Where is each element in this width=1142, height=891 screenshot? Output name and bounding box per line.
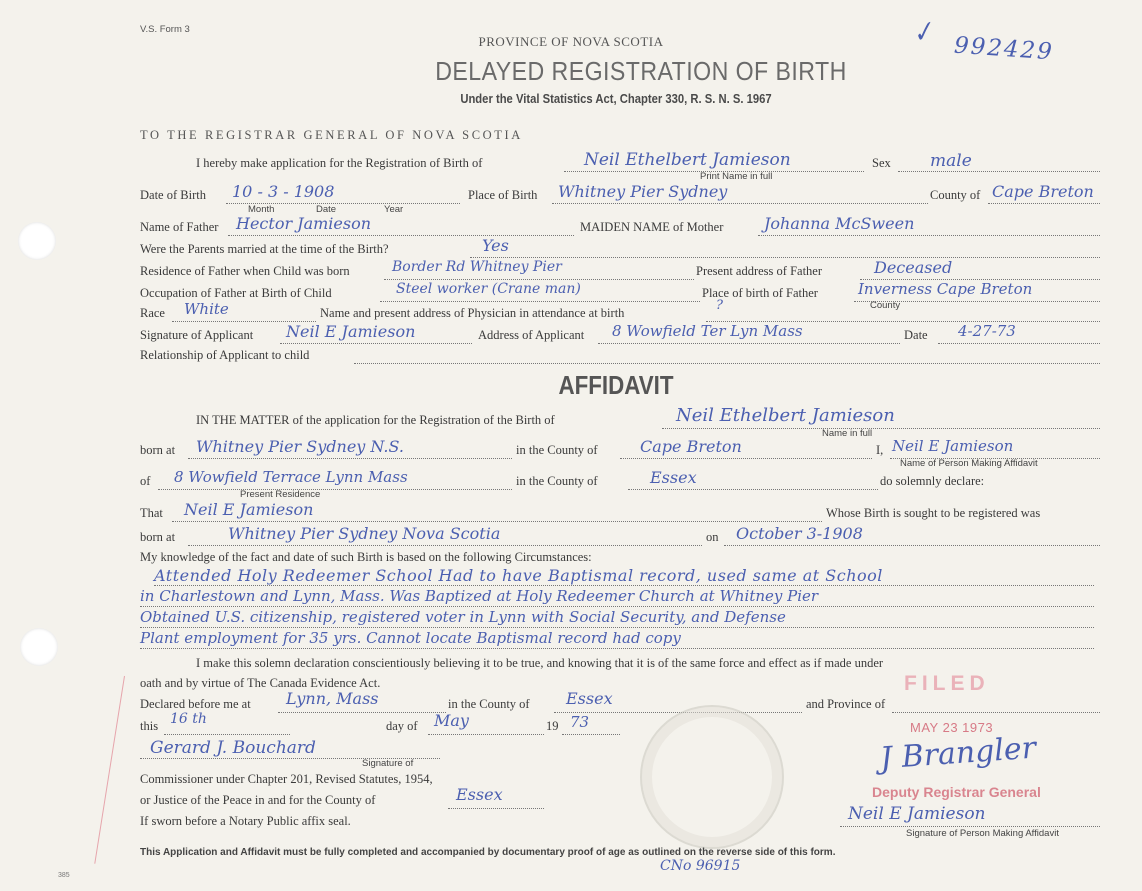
declaration-line-2: oath and by virtue of The Canada Evidence Act. [140, 676, 381, 690]
declared-month-value: May [434, 711, 469, 730]
applicant-address: 8 Wowfield Ter Lyn Mass [612, 322, 803, 340]
subtitle: Under the Vital Statistics Act, Chapter 330, R. S. N. S. 1967 [460, 92, 772, 106]
circumstance-line: in Charlestown and Lynn, Mass. Was Baptized at Holy Redeemer Church at Whitney Pier [140, 587, 1094, 607]
knowledge-label: My knowledge of the fact and date of such Birth is based on the following Circumstances: [140, 550, 592, 564]
affidavit-birth-date: October 3-1908 [736, 524, 863, 543]
addressee: TO THE REGISTRAR GENERAL OF NOVA SCOTIA [140, 128, 523, 142]
declared-place-value: Lynn, Mass [286, 689, 379, 708]
affidavit-maker-signature: Neil E Jamieson [848, 804, 986, 824]
footer-note: This Application and Affidavit must be fully completed and accompanied by documentary proof of age as outlined on the reverse side of this form. [140, 847, 836, 858]
birth-registration-form: V.S. Form 3 PROVINCE OF NOVA SCOTIA DELAYED REGISTRATION OF BIRTH Under the Vital Statistics Act, Chapter 330, R. S. N. S. 1967 ✓ 992429 TO THE REGISTRAR GENERAL OF NOVA SCOTIA I hereby make application for the Registration of Birth of Neil Ethelbert Jamieson Print Name in full Sex male Date of Birth 10 - 3 - 1908 Month Date Year Place of Birth Whitney Pier Sydney County of Cape Breton Name of Father Hector Jamieson MAIDEN NAME of Mother Johanna McSween Were the Parents married at the time of the Birth? Yes Residence of Father when Child was born Border Rd Whitney Pier Present address of Father Deceased Occupation of Father at Birth of Child Steel worker (Crane man) Place of birth of Father Inverness Cape Breton County Race White Name and present address of Physician in attendance at birth ? Signature of Applicant Neil E Jamieson Address of Applicant 8 Wowfield Ter Lyn Mass Date 4-27-73 Relationship of Applicant to child AFFIDAVIT IN THE MATTER of the application for the Registration of the Birth of Neil Ethelbert Jamieson Name in full born at Whitney Pier Sydney N.S. in the County of Cape Breton I, Neil E Jamieson Name of Person Making Affidavit of 8 Wowfield Terrace Lynn Mass Present Residence in the County of Essex do solemnly declare: That Neil E Jamieson Whose Birth is sought to be registered was born at Whitney Pier Sydney Nova Scotia on October 3-1908 My knowledge of the fact and date of such Birth is based on the following Circumstances: Attended Holy Redeemer School Had to have Baptismal record, used same at School in Charlestown and Lynn, Mass. Was Baptized at Holy Redeemer Church at Whitney Pier Obtained U.S. citizenship, registered voter in Lynn with Social Security, and Defense Plant employment for 35 yrs. Cannot locate Baptismal record had copy I make this solemn declaration conscientiously believing it to be true, and knowing that it is of the same force and effect as if made under oath and by virtue of The Canada Evidence Act. Declared before me at Lynn, Mass in the County of Essex and Province of this 16 th day of May 19 73 Gerard J. Bouchard Signature of Commissioner under Chapter 201, Revised Statutes, 1954, or Justice of the Peace in and for the County of Essex If sworn before a Notary Public affix seal. FILED MAY 23 1973 J Brangler Deputy Registrar General Neil E Jamieson Signature of Person Making Affidavit This Application and Affidavit must be fully completed and accompanied by documentary proof of age as outlined on the reverse side of this form. CNo 96915 385 [0, 0, 1142, 891]
page-title: DELAYED REGISTRATION OF BIRTH [435, 56, 847, 86]
declared-year-value: 73 [570, 713, 590, 731]
circumstance-line: Plant employment for 35 yrs. Cannot locate Baptismal record had copy [140, 629, 1094, 649]
registrar-signature: J Brangler [878, 730, 1038, 777]
reference-number: CNo 96915 [660, 858, 741, 874]
father-name-value: Hector Jamieson [236, 214, 372, 233]
print-code: 385 [58, 872, 70, 879]
mother-name-value: Johanna McSween [764, 214, 915, 233]
declared-county-value: Essex [566, 689, 613, 708]
father-birthplace-value: Inverness Cape Breton [858, 280, 1033, 298]
physician-value: ? [716, 298, 723, 313]
affidavit-residence-value: 8 Wowfield Terrace Lynn Mass [174, 468, 408, 486]
race-value: White [184, 300, 229, 318]
sex-value: male [930, 151, 972, 171]
form-code: V.S. Form 3 [140, 24, 190, 35]
commissioner-signature: Gerard J. Bouchard [150, 738, 316, 758]
punch-hole-top [18, 222, 56, 260]
punch-hole-bottom [20, 628, 58, 666]
declared-day-value: 16 th [170, 711, 207, 727]
commissioner-county-value: Essex [456, 785, 503, 804]
circumstance-line: Attended Holy Redeemer School Had to have Baptismal record, used same at School [154, 566, 1094, 586]
application-date: 4-27-73 [958, 322, 1016, 340]
affidavit-born-at2-value: Whitney Pier Sydney Nova Scotia [228, 524, 501, 543]
dob-value: 10 - 3 - 1908 [232, 182, 335, 201]
place-of-birth-value: Whitney Pier Sydney [558, 182, 728, 201]
affidavit-maker-name: Neil E Jamieson [892, 437, 1014, 455]
declaration-line-1: I make this solemn declaration conscientiously believing it to be true, and knowing that it is of the same force and effect as if made under [196, 656, 884, 670]
married-value: Yes [482, 236, 509, 255]
affidavit-county-value: Cape Breton [640, 437, 742, 456]
registration-number: 992429 [953, 32, 1055, 66]
affidavit-that-value: Neil E Jamieson [184, 500, 314, 519]
registration-check-mark: ✓ [907, 15, 938, 51]
affidavit-born-at-value: Whitney Pier Sydney N.S. [196, 437, 404, 456]
margin-line [94, 676, 125, 864]
registrar-title-stamp: Deputy Registrar General [872, 784, 1041, 800]
filed-stamp: FILED [904, 672, 990, 695]
circumstance-line: Obtained U.S. citizenship, registered voter in Lynn with Social Security, and Defense [140, 608, 1094, 628]
present-address-value: Deceased [874, 258, 953, 277]
applicant-signature: Neil E Jamieson [286, 322, 416, 341]
province-heading: PROVINCE OF NOVA SCOTIA [478, 34, 664, 49]
occupation-value: Steel worker (Crane man) [396, 281, 581, 297]
county-value: Cape Breton [992, 182, 1094, 201]
residence-value: Border Rd Whitney Pier [392, 259, 562, 275]
affidavit-name-value: Neil Ethelbert Jamieson [676, 405, 895, 426]
notary-line: If sworn before a Notary Public affix seal. [140, 814, 351, 828]
commissioner-line-2: or Justice of the Peace in and for the County of [140, 793, 376, 807]
filed-date-stamp: MAY 23 1973 [910, 720, 994, 735]
commissioner-line-1: Commissioner under Chapter 201, Revised Statutes, 1954, [140, 772, 433, 786]
affidavit-county2-value: Essex [650, 468, 697, 487]
applicant-name-value: Neil Ethelbert Jamieson [584, 150, 791, 170]
affidavit-heading: AFFIDAVIT [558, 370, 674, 400]
embossed-seal [640, 705, 784, 849]
